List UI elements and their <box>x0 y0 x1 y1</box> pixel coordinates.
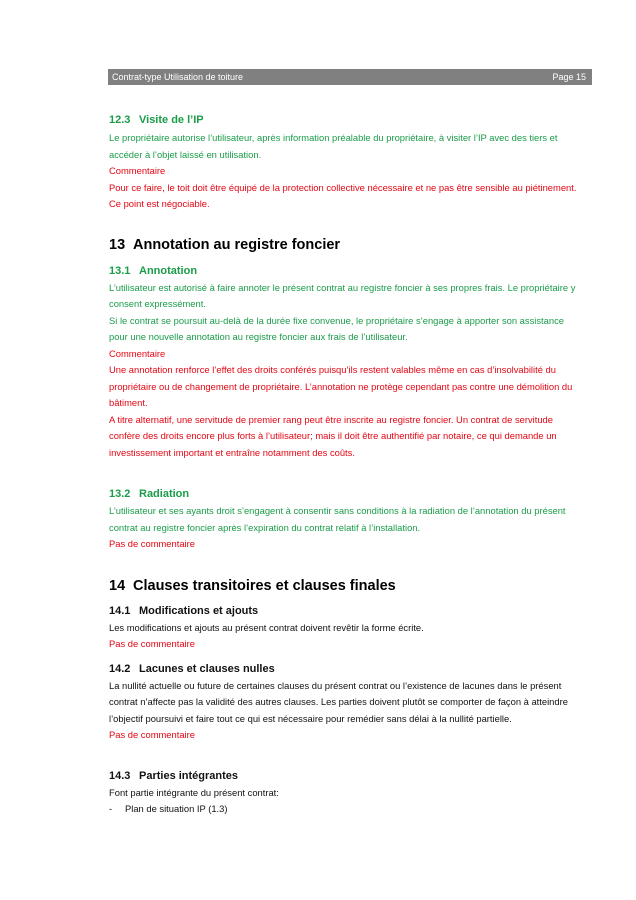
page-number: Page 15 <box>552 72 586 82</box>
comment-line: Ce point est négociable. <box>109 198 210 209</box>
paragraph-line: l’objectif poursuivi et faire tout ce qui est nécessaire pour remédier sans délai à la nullité partielle. <box>109 712 512 724</box>
section-heading: 13.2 Radiation <box>109 488 190 500</box>
comment-line: bâtiment. <box>109 397 148 408</box>
paragraph-line: pour une nouvelle annotation au registre foncier aux frais de l’utilisateur. <box>109 331 408 342</box>
paragraph-line: L’utilisateur est autorisé à faire annoter le présent contrat au registre foncier à ses propres frais. Le propriétaire y <box>109 281 576 293</box>
comment-line: Pas de commentaire <box>109 729 195 740</box>
paragraph-line: Font partie intégrante du présent contrat: <box>109 786 279 798</box>
section-13-1 <box>109 264 592 462</box>
comment-line: Pas de commentaire <box>109 638 195 649</box>
paragraph-line: L’utilisateur et ses ayants droit s’engagent à consentir sans conditions à la radiation de l’annotation du présent <box>109 505 566 516</box>
list-item <box>109 801 592 818</box>
section-14-3 <box>109 769 592 818</box>
comment-line: confère des droits encore plus forts à l’utilisateur; mais il doit être authentifié par notaire, ce qui demande un <box>109 430 557 441</box>
section-heading: 14.3 Parties intégrantes <box>109 769 239 782</box>
paragraph-line: contrat n’affecte pas la validité des autres clauses. Les parties doivent plutôt se comporter de façon à atteindre <box>109 696 568 707</box>
list-item-text: Plan de situation IP (1.3) <box>125 803 228 814</box>
section-14-1 <box>109 604 592 653</box>
paragraph-line: Si le contrat se poursuit au-delà de la durée fixe convenue, le propriétaire s’engage à apporter son assistance <box>109 314 564 326</box>
section-heading: 14.1 Modifications et ajouts <box>109 604 259 617</box>
page-content <box>109 113 592 818</box>
section-heading: 12.3 Visite de l’IP <box>109 114 204 126</box>
paragraph-line: contrat au registre foncier après l’expiration du contrat relatif à l’installation. <box>109 521 421 533</box>
comment-line: propriétaire ou de changement de propriétaire. L’annotation ne protège cependant pas contre une démolition du <box>109 380 573 392</box>
chapter-heading: 13 Annotation au registre foncier <box>109 236 341 253</box>
section-heading: 14.2 Lacunes et clauses nulles <box>109 662 275 675</box>
paragraph-line: Le propriétaire autorise l’utilisateur, après information préalable du propriétaire, à visiter l’IP avec des tiers et <box>109 132 558 143</box>
paragraph-line: consent expressément. <box>109 298 206 309</box>
document-title: Contrat-type Utilisation de toiture <box>112 72 244 82</box>
paragraph-line: accéder à l’objet laissé en utilisation. <box>109 148 262 160</box>
comment-label: Commentaire <box>109 347 166 359</box>
page-header <box>108 69 592 85</box>
section-14-2 <box>109 662 592 744</box>
comment-label: Commentaire <box>109 165 166 176</box>
comment-line: investissement important et entraîne notamment des coûts. <box>109 446 355 458</box>
chapter-heading: 14 Clauses transitoires et clauses finales <box>109 577 396 594</box>
comment-line: Pas de commentaire <box>109 538 195 549</box>
section-13-2 <box>109 487 592 553</box>
comment-line: A titre alternatif, une servitude de premier rang peut être inscrite au registre foncier. Un contrat de servitude <box>109 413 553 425</box>
paragraph-line: La nullité actuelle ou future de certaines clauses du présent contrat ou l’existence de lacunes dans le présent <box>109 679 562 691</box>
section-12-3 <box>109 113 592 213</box>
paragraph-line: Les modifications et ajouts au présent contrat doivent revêtir la forme écrite. <box>109 621 424 633</box>
comment-line: Une annotation renforce l’effet des droits conférés puisqu’ils restent valables même en cas d’insolvabilité du <box>109 364 556 375</box>
comment-line: Pour ce faire, le toit doit être équipé de la protection collective nécessaire et ne pas être sensible au piétinement. <box>109 181 577 193</box>
bullet-marker: - <box>109 803 113 814</box>
section-heading: 13.1 Annotation <box>109 264 198 277</box>
